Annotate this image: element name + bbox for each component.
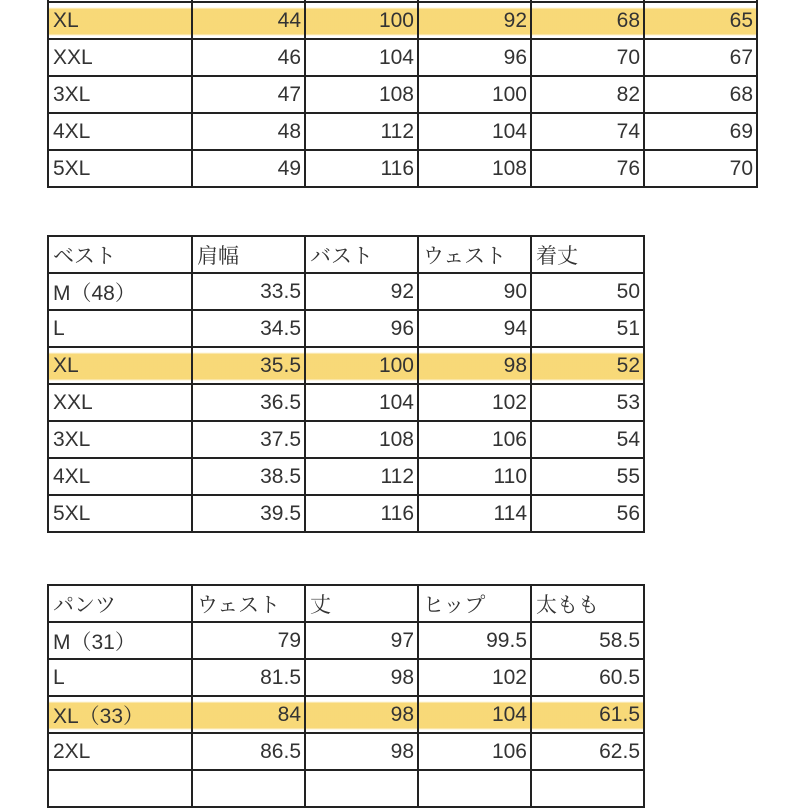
- table-row: [48, 150, 757, 187]
- table-row: [48, 113, 757, 150]
- table-cell: 102: [418, 659, 531, 696]
- size-label: 4XL: [48, 113, 192, 150]
- table-cell: 69: [644, 113, 757, 150]
- table-cell: 49: [192, 150, 305, 187]
- table-row: [48, 421, 644, 458]
- table-cell: 98: [418, 347, 531, 384]
- table-cell: 68: [531, 2, 644, 39]
- size-label: XXL: [48, 39, 192, 76]
- table-cell: 34.5: [192, 310, 305, 347]
- table-cell: 56: [531, 495, 644, 532]
- table-cell: 100: [305, 2, 418, 39]
- table-row: [48, 76, 757, 113]
- size-label: 5XL: [48, 495, 192, 532]
- table-cell: 104: [418, 113, 531, 150]
- table-cell: 90: [418, 273, 531, 310]
- table-header-row: [48, 585, 644, 622]
- table-row: [48, 733, 644, 770]
- table-cell: 110: [418, 458, 531, 495]
- column-header: 丈: [305, 585, 418, 622]
- column-header: ヒップ: [418, 585, 531, 622]
- table-cell: 70: [644, 150, 757, 187]
- table-cell: 52: [531, 347, 644, 384]
- table-cell: 99.5: [418, 622, 531, 659]
- table-cell: 67: [644, 39, 757, 76]
- table-row: [48, 458, 644, 495]
- table-cell: [418, 770, 531, 807]
- size-label: 3XL: [48, 76, 192, 113]
- table-cell: 68: [644, 76, 757, 113]
- size-label: 4XL: [48, 458, 192, 495]
- table-cell: 104: [305, 384, 418, 421]
- column-header: パンツ: [48, 585, 192, 622]
- table-header-row: [48, 236, 644, 273]
- table-cell: 104: [305, 39, 418, 76]
- vest-size-table: [47, 235, 645, 533]
- table-cell: [531, 770, 644, 807]
- table-cell: 108: [305, 421, 418, 458]
- table-row: [48, 659, 644, 696]
- size-label: XXL: [48, 384, 192, 421]
- table-cell: 61.5: [531, 696, 644, 733]
- table-cell: 114: [418, 495, 531, 532]
- table-cell: 36.5: [192, 384, 305, 421]
- table-cell: 100: [305, 347, 418, 384]
- jacket-size-table: [47, 0, 758, 188]
- table-cell: 70: [531, 39, 644, 76]
- table-cell: [305, 770, 418, 807]
- table-row: [48, 273, 644, 310]
- table-row-highlighted: [48, 696, 644, 733]
- table-cell: 97: [305, 622, 418, 659]
- table-row: [48, 310, 644, 347]
- table-cell: 55: [531, 458, 644, 495]
- table-cell: 92: [305, 273, 418, 310]
- table-cell: 98: [305, 696, 418, 733]
- table-row-highlighted: [48, 2, 757, 39]
- column-header: ウェスト: [192, 585, 305, 622]
- table-cell: 98: [305, 659, 418, 696]
- table-cell: 65: [644, 2, 757, 39]
- table-row-partial: [48, 770, 644, 807]
- size-label: M（31）: [48, 622, 192, 659]
- size-label: XL（33）: [48, 696, 192, 733]
- table-cell: 50: [531, 273, 644, 310]
- column-header: バスト: [305, 236, 418, 273]
- table-row: [48, 39, 757, 76]
- table-row-highlighted: [48, 347, 644, 384]
- table-cell: 47: [192, 76, 305, 113]
- table-cell: 81.5: [192, 659, 305, 696]
- table-cell: 92: [418, 2, 531, 39]
- size-label: M（48）: [48, 273, 192, 310]
- table-cell: 79: [192, 622, 305, 659]
- table-cell: 54: [531, 421, 644, 458]
- size-label: 5XL: [48, 150, 192, 187]
- table-cell: 100: [418, 76, 531, 113]
- table-row: [48, 495, 644, 532]
- table-cell: 53: [531, 384, 644, 421]
- size-label: L: [48, 659, 192, 696]
- table-cell: 116: [305, 150, 418, 187]
- table-cell: 94: [418, 310, 531, 347]
- table-cell: 108: [305, 76, 418, 113]
- table-cell: 37.5: [192, 421, 305, 458]
- size-label: L: [48, 310, 192, 347]
- table-cell: 48: [192, 113, 305, 150]
- table-cell: 62.5: [531, 733, 644, 770]
- table-cell: 108: [418, 150, 531, 187]
- table-cell: 106: [418, 421, 531, 458]
- pants-size-table: [47, 584, 645, 808]
- table-cell: 112: [305, 458, 418, 495]
- table-cell: 76: [531, 150, 644, 187]
- table-cell: 58.5: [531, 622, 644, 659]
- table-cell: 60.5: [531, 659, 644, 696]
- table-cell: 74: [531, 113, 644, 150]
- table-cell: 96: [305, 310, 418, 347]
- size-label: 2XL: [48, 733, 192, 770]
- size-label: 3XL: [48, 421, 192, 458]
- size-label: XL: [48, 347, 192, 384]
- column-header: 太もも: [531, 585, 644, 622]
- column-header: 着丈: [531, 236, 644, 273]
- table-cell: 96: [418, 39, 531, 76]
- table-cell: 116: [305, 495, 418, 532]
- table-cell: 46: [192, 39, 305, 76]
- table-cell: 82: [531, 76, 644, 113]
- table-cell: 112: [305, 113, 418, 150]
- table-cell: 98: [305, 733, 418, 770]
- table-cell: 33.5: [192, 273, 305, 310]
- table-cell: 38.5: [192, 458, 305, 495]
- table-cell: 84: [192, 696, 305, 733]
- table-row: [48, 622, 644, 659]
- table-cell: [192, 770, 305, 807]
- table-cell: 86.5: [192, 733, 305, 770]
- table-cell: 35.5: [192, 347, 305, 384]
- table-cell: 51: [531, 310, 644, 347]
- table-cell: 104: [418, 696, 531, 733]
- table-cell: 39.5: [192, 495, 305, 532]
- table-cell: 102: [418, 384, 531, 421]
- size-label: XL: [48, 2, 192, 39]
- table-cell: 44: [192, 2, 305, 39]
- column-header: ウェスト: [418, 236, 531, 273]
- column-header: 肩幅: [192, 236, 305, 273]
- table-cell: [48, 770, 192, 807]
- table-row: [48, 384, 644, 421]
- table-cell: 106: [418, 733, 531, 770]
- column-header: ベスト: [48, 236, 192, 273]
